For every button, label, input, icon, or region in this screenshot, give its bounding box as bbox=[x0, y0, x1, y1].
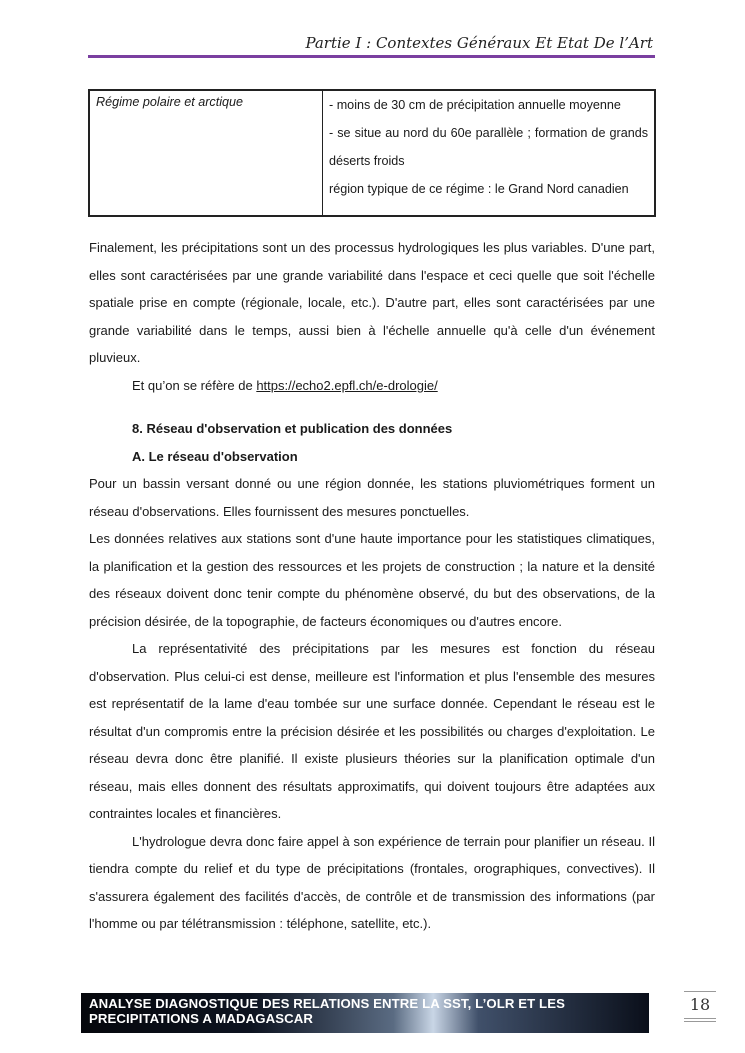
reference-link[interactable]: https://echo2.epfl.ch/e-drologie/ bbox=[256, 377, 438, 393]
section-heading: 8. Réseau d'observation et publication des données bbox=[132, 421, 453, 436]
header-rule bbox=[88, 55, 655, 58]
page-header-title: Partie I : Contextes Généraux Et Etat De l’Art bbox=[305, 34, 653, 52]
subsection-heading: A. Le réseau d'observation bbox=[132, 448, 298, 464]
page-number: 18 bbox=[684, 991, 716, 1022]
regime-name-cell: Régime polaire et arctique bbox=[89, 90, 323, 216]
paragraph-stations: Pour un bassin versant donné ou une région donnée, les stations pluviométriques forment un réseau d'observations. Elles fournissent des mesures ponctuelles. bbox=[89, 476, 655, 519]
regime-line: région typique de ce régime : le Grand Nord canadien bbox=[329, 182, 629, 196]
regime-line: - moins de 30 cm de précipitation annuelle moyenne bbox=[329, 98, 621, 112]
table-row bbox=[89, 90, 655, 216]
reference-line bbox=[89, 372, 655, 400]
paragraph-variability: Finalement, les précipitations sont un des processus hydrologiques les plus variables. D'une part, elles sont caractérisées par une grande variabilité dans l'espace et ceci quelle que soit l'échelle spatiale prise en compte (régionale, locale, etc.). D'autre part, elles sont caractérisées par une grande variabilité dans le temps, aussi bien à l'échelle annuelle qu'à celle d'un événement pluvieux. bbox=[89, 240, 655, 365]
body-section-2 bbox=[89, 415, 655, 938]
regime-table bbox=[88, 89, 656, 217]
body-section-1 bbox=[89, 234, 655, 399]
footer-banner bbox=[81, 993, 649, 1033]
reference-prefix: Et qu’on se réfère de bbox=[132, 377, 257, 393]
paragraph-hydrologist: L'hydrologue devra donc faire appel à son expérience de terrain pour planifier un réseau. Il tiendra compte du relief et du type de précipitations (frontales, orographiques, convectives). Il s'assurera également des facilités d'accès, de contrôle et de transmission des informations (par l'homme ou par télétransmission : téléphone, satellite, etc.). bbox=[89, 833, 655, 931]
regime-description-cell bbox=[323, 90, 656, 216]
regime-line: - se situe au nord du 60e parallèle ; formation de grands déserts froids bbox=[329, 126, 648, 168]
footer-banner-line: PRECIPITATIONS A MADAGASCAR bbox=[89, 1011, 313, 1026]
paragraph-data-importance: Les données relatives aux stations sont d'une haute importance pour les statistiques climatiques, la planification et la gestion des ressources et les projets de construction ; la nature et la densité des réseaux doivent donc tenir compte du phénomène observé, du but des observations, de la précision désirée, de la topographie, de facteurs économiques ou d'autres encore. bbox=[89, 531, 655, 629]
paragraph-representativity: La représentativité des précipitations par les mesures est fonction du réseau d'observation. Plus celui-ci est dense, meilleure est l'information et plus l'ensemble des mesures est représentatif de la lame d'eau tombée sur une surface donnée. Cependant le réseau est le résultat d'un compromis entre la précision désirée et les possibilités ou charges d'exploitation. Le réseau devra donc être planifié. Il existe plusieurs théories sur la planification optimale d'un réseau, mais elles donnent des résultats approximatifs, qui doivent toujours être adaptées aux contraintes locales et financières. bbox=[89, 641, 655, 821]
footer-banner-line: ANALYSE DIAGNOSTIQUE DES RELATIONS ENTRE LA SST, L’OLR ET LES bbox=[89, 996, 566, 1011]
